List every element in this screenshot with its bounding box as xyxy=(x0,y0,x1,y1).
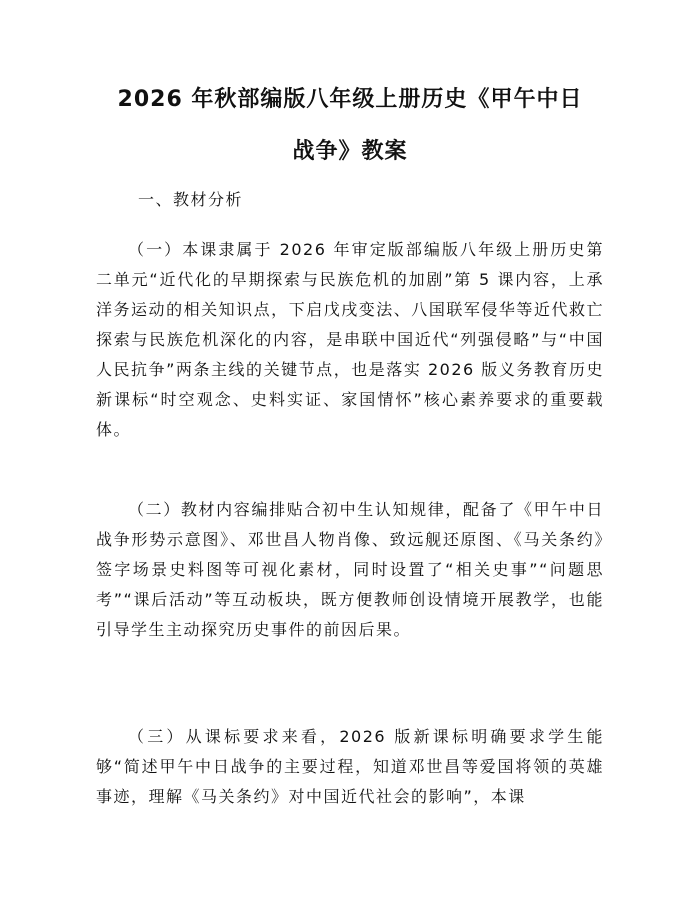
section-heading: 一、教材分析 xyxy=(138,190,244,209)
paragraph-1: （一）本课隶属于 2026 年审定版部编版八年级上册历史第二单元“近代化的早期探索与民族危机的加剧”第 5 课内容，上承洋务运动的相关知识点，下启戊戌变法、八国联军侵华等近代救亡探索与民族危机深化的内容，是串联中国近代“列强侵略”与“中国人民抗争”两条主线的关键节点，也是落实 2026 版义务教育历史新课标“时空观念、史料实证、家国情怀”核心素养要求的重要载体。 xyxy=(96,240,604,439)
paragraph-3: （三）从课标要求来看，2026 版新课标明确要求学生能够“简述甲午中日战争的主要过程，知道邓世昌等爱国将领的英雄事迹，理解《马关条约》对中国近代社会的影响”，本课 xyxy=(96,727,604,806)
paragraph-2: （二）教材内容编排贴合初中生认知规律，配备了《甲午中日战争形势示意图》、邓世昌人物肖像、致远舰还原图、《马关条约》签字场景史料图等可视化素材，同时设置了“相关史事”“问题思考”“课后活动”等互动板块，既方便教师创设情境开展教学，也能引导学生主动探究历史事件的前因后果。 xyxy=(96,500,604,639)
document-title-line-1: 2026 年秋部编版八年级上册历史《甲午中日 xyxy=(117,87,583,112)
document-title-line-2: 战争》教案 xyxy=(292,139,408,164)
